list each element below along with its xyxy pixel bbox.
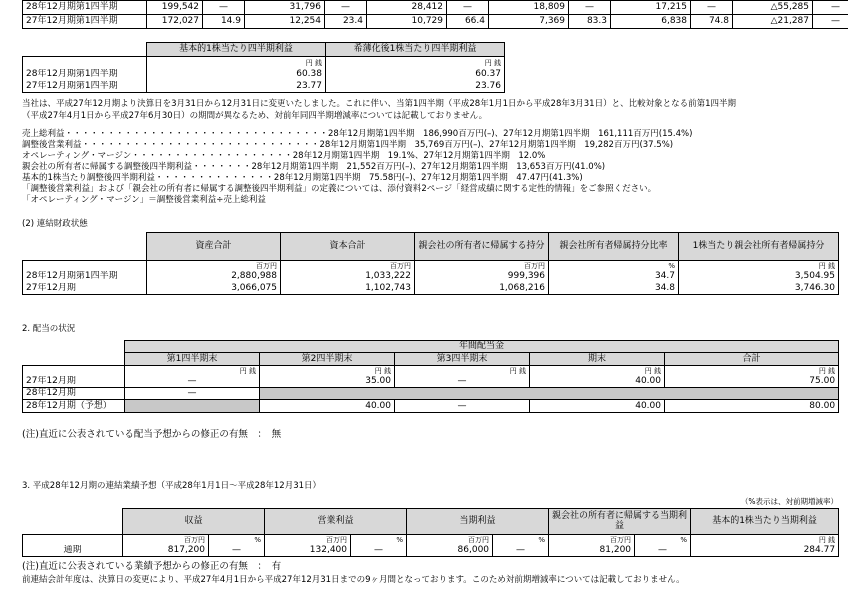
row-label: 28年12月期第1四半期	[23, 271, 147, 283]
shaded-cell	[260, 388, 839, 400]
pct-note: （%表示は、対前期増減率）	[740, 497, 838, 506]
financial-position-table	[22, 232, 839, 295]
cell: 40.00	[530, 400, 665, 413]
table-row	[23, 366, 839, 376]
row-label: 28年12月期第1四半期	[23, 69, 147, 81]
cell: 132,400	[265, 545, 351, 557]
cell: —	[125, 388, 260, 400]
unit-label: 百万円	[415, 261, 549, 271]
eps-table	[22, 42, 505, 93]
forecast-note: (注)直近に公表されている業績予想からの修正の有無 ： 有	[22, 561, 282, 572]
cell: —	[813, 1, 848, 15]
unit-label: 円 銭	[260, 366, 395, 376]
table-row	[23, 376, 839, 388]
cell: —	[351, 545, 407, 557]
blank-cell	[23, 261, 147, 271]
cell: 6,838	[611, 15, 691, 29]
shaded-cell	[125, 400, 260, 413]
unit-label: 円 銭	[530, 366, 665, 376]
row-label: 27年12月期第1四半期	[23, 81, 147, 93]
column-header: 親会社の所有者に帰属する持分	[415, 233, 549, 261]
cell: 1,102,743	[281, 283, 415, 295]
blank-cell	[23, 366, 125, 376]
table-header-row	[23, 353, 839, 366]
cell: 28,412	[367, 1, 447, 15]
cell: △21,287	[733, 15, 813, 29]
fiscal-note-line: 当社は、平成27年12月期より決算日を3月31日から12月31日に変更いたしました。これに伴い、当第1四半期（平成28年1月1日から平成28年3月31日）と、比較対象となる前第1四半期	[22, 99, 736, 109]
cell: 1,033,222	[281, 271, 415, 283]
cell: 23.4	[325, 15, 367, 29]
table-row	[23, 15, 848, 29]
unit-label: 百万円	[265, 535, 351, 545]
cell: 74.8	[691, 15, 733, 29]
unit-label: 円 銭	[665, 366, 839, 376]
unit-label: 円 銭	[679, 261, 839, 271]
cell: 34.8	[549, 283, 679, 295]
column-header: 親会社の所有者に帰属する当期利益	[549, 509, 691, 535]
cell: 3,504.95	[679, 271, 839, 283]
cell: 3,066,075	[147, 283, 281, 295]
column-header: 合計	[665, 353, 839, 366]
metric-line: 基本的1株当たり調整後四半期利益・・・・・・・・・・・・・・28年12月期第1四半期 75.58円(–)、27年12月期第1四半期 47.47円(41.3%)	[22, 173, 583, 183]
blank-cell	[23, 341, 125, 353]
cell: 817,200	[123, 545, 209, 557]
cell: 1,068,216	[415, 283, 549, 295]
cell: —	[569, 1, 611, 15]
column-header: 収益	[123, 509, 265, 535]
blank-cell	[23, 353, 125, 366]
column-header: 資本合計	[281, 233, 415, 261]
cell: 14.9	[203, 15, 245, 29]
cell: —	[395, 376, 530, 388]
table-row	[23, 545, 839, 557]
unit-label: 百万円	[147, 261, 281, 271]
cell: 40.00	[260, 400, 395, 413]
column-header: 親会社所有者帰属持分比率	[549, 233, 679, 261]
unit-label: %	[351, 535, 407, 545]
unit-label: %	[635, 535, 691, 545]
column-header: 営業利益	[265, 509, 407, 535]
column-header: 1株当たり親会社所有者帰属持分	[679, 233, 839, 261]
column-header: 期末	[530, 353, 665, 366]
cell: 83.3	[569, 15, 611, 29]
cell: 7,369	[489, 15, 569, 29]
metric-line: オペレーティング・マージン・・・・・・・・・・・・・・・・・・・28年12月期第1四半期 19.1%、27年12月期第1四半期 12.0%	[22, 151, 546, 161]
cell: 34.7	[549, 271, 679, 283]
table-row	[23, 388, 839, 400]
cell: 81,200	[549, 545, 635, 557]
row-label: 28年12月期（予想）	[23, 400, 125, 413]
cell: 999,396	[415, 271, 549, 283]
column-header: 基本的1株当たり四半期利益	[147, 43, 326, 57]
column-header: 第2四半期末	[260, 353, 395, 366]
cell: —	[125, 376, 260, 388]
cell: 2,880,988	[147, 271, 281, 283]
cell: —	[691, 1, 733, 15]
cell: 3,746.30	[679, 283, 839, 295]
cell: △55,285	[733, 1, 813, 15]
column-header: 資産合計	[147, 233, 281, 261]
row-label: 27年12月期	[23, 376, 125, 388]
unit-label: 百万円	[407, 535, 493, 545]
cell: 12,254	[245, 15, 325, 29]
unit-label: 百万円	[549, 535, 635, 545]
section-title: 3. 平成28年12月期の連結業績予想（平成28年1月1日～平成28年12月31日）	[22, 481, 322, 491]
table-header-row	[23, 509, 839, 535]
cell: 35.00	[260, 376, 395, 388]
cell: 60.38	[147, 69, 326, 81]
cell: —	[325, 1, 367, 15]
fiscal-note-line: （平成27年4月1日から平成27年6月30日）の期間が異なるため、対前年同四半期増減率については記載しておりません。	[22, 111, 488, 121]
blank-cell	[23, 509, 123, 535]
table-row	[23, 81, 505, 93]
table-row	[23, 57, 505, 69]
dividend-note: (注)直近に公表されている配当予想からの修正の有無 ： 無	[22, 429, 282, 440]
column-header: 希薄化後1株当たり四半期利益	[326, 43, 505, 57]
row-label: 27年12月期第1四半期	[23, 15, 147, 29]
table-header-row	[23, 341, 839, 353]
metric-line: 調整後営業利益・・・・・・・・・・・・・・・・・・・・・・・・・・・・28年12月期第1四半期 35,769百万円(–)、27年12月期第1四半期 19,282百万円(37.5%)	[22, 140, 674, 150]
cell: —	[493, 545, 549, 557]
column-header: 当期利益	[407, 509, 549, 535]
cell: —	[395, 400, 530, 413]
section-title: (2) 連結財政状態	[22, 219, 88, 229]
cell: 199,542	[147, 1, 203, 15]
blank-cell	[23, 57, 147, 69]
cell: 284.77	[691, 545, 839, 557]
cell: —	[203, 1, 245, 15]
unit-label: 円 銭	[125, 366, 260, 376]
metric-line: 「調整後営業利益」および「親会社の所有者に帰属する調整後四半期利益」の定義については、添付資料2ページ「経営成績に関する定性的情報」をご参照ください。	[22, 184, 657, 194]
dividends-table	[22, 340, 839, 413]
metric-line: 親会社の所有者に帰属する調整後四半期利益・・・・・・・28年12月期第1四半期 21,552百万円(–)、27年12月期第1四半期 13,653百万円(41.0%)	[22, 162, 606, 172]
cell: 60.37	[326, 69, 505, 81]
column-header: 第1四半期末	[125, 353, 260, 366]
cell: 40.00	[530, 376, 665, 388]
cell: 18,809	[489, 1, 569, 15]
cell: 75.00	[665, 376, 839, 388]
row-label: 28年12月期	[23, 388, 125, 400]
row-label: 27年12月期	[23, 283, 147, 295]
unit-label: %	[493, 535, 549, 545]
cell: —	[447, 1, 489, 15]
blank-cell	[23, 535, 123, 545]
cell: 31,796	[245, 1, 325, 15]
cell: 80.00	[665, 400, 839, 413]
metric-line: 「オペレーティング・マージン」＝調整後営業利益÷売上総利益	[22, 195, 266, 205]
results-table	[22, 0, 848, 29]
unit-label: 百万円	[281, 261, 415, 271]
cell: —	[813, 15, 848, 29]
unit-label: 円 銭	[395, 366, 530, 376]
table-row	[23, 261, 839, 271]
cell: 17,215	[611, 1, 691, 15]
column-header: 基本的1株当たり当期利益	[691, 509, 839, 535]
unit-label: %	[549, 261, 679, 271]
cell: 23.77	[147, 81, 326, 93]
metric-line: 売上総利益・・・・・・・・・・・・・・・・・・・・・・・・・・・・・・・28年12月期第1四半期 186,990百万円(–)、27年12月期第1四半期 161,111百万円(15.4%)	[22, 129, 693, 139]
section-title: 2. 配当の状況	[22, 324, 76, 334]
column-header: 第3四半期末	[395, 353, 530, 366]
table-row	[23, 535, 839, 545]
cell: 23.76	[326, 81, 505, 93]
forecast-footnote: 前連結会計年度は、決算日の変更により、平成27年4月1日から平成27年12月31日までの9ヶ月間となっております。このため対前期増減率については記載しておりません。	[22, 575, 685, 585]
table-row	[23, 283, 839, 295]
unit-label: 円 銭	[326, 57, 505, 69]
unit-label: 円 銭	[147, 57, 326, 69]
table-row	[23, 400, 839, 413]
column-group-header: 年間配当金	[125, 341, 839, 353]
table-header-row	[23, 43, 505, 57]
unit-label: 百万円	[123, 535, 209, 545]
cell: 172,027	[147, 15, 203, 29]
forecast-table	[22, 508, 839, 557]
row-label: 28年12月期第1四半期	[23, 1, 147, 15]
table-row	[23, 271, 839, 283]
cell: —	[635, 545, 691, 557]
cell: 66.4	[447, 15, 489, 29]
cell: —	[209, 545, 265, 557]
row-label: 通期	[23, 545, 123, 557]
blank-cell	[23, 43, 147, 57]
table-row	[23, 1, 848, 15]
cell: 86,000	[407, 545, 493, 557]
table-row	[23, 69, 505, 81]
blank-cell	[23, 233, 147, 261]
cell: 10,729	[367, 15, 447, 29]
table-header-row	[23, 233, 839, 261]
unit-label: 円 銭	[691, 535, 839, 545]
unit-label: %	[209, 535, 265, 545]
